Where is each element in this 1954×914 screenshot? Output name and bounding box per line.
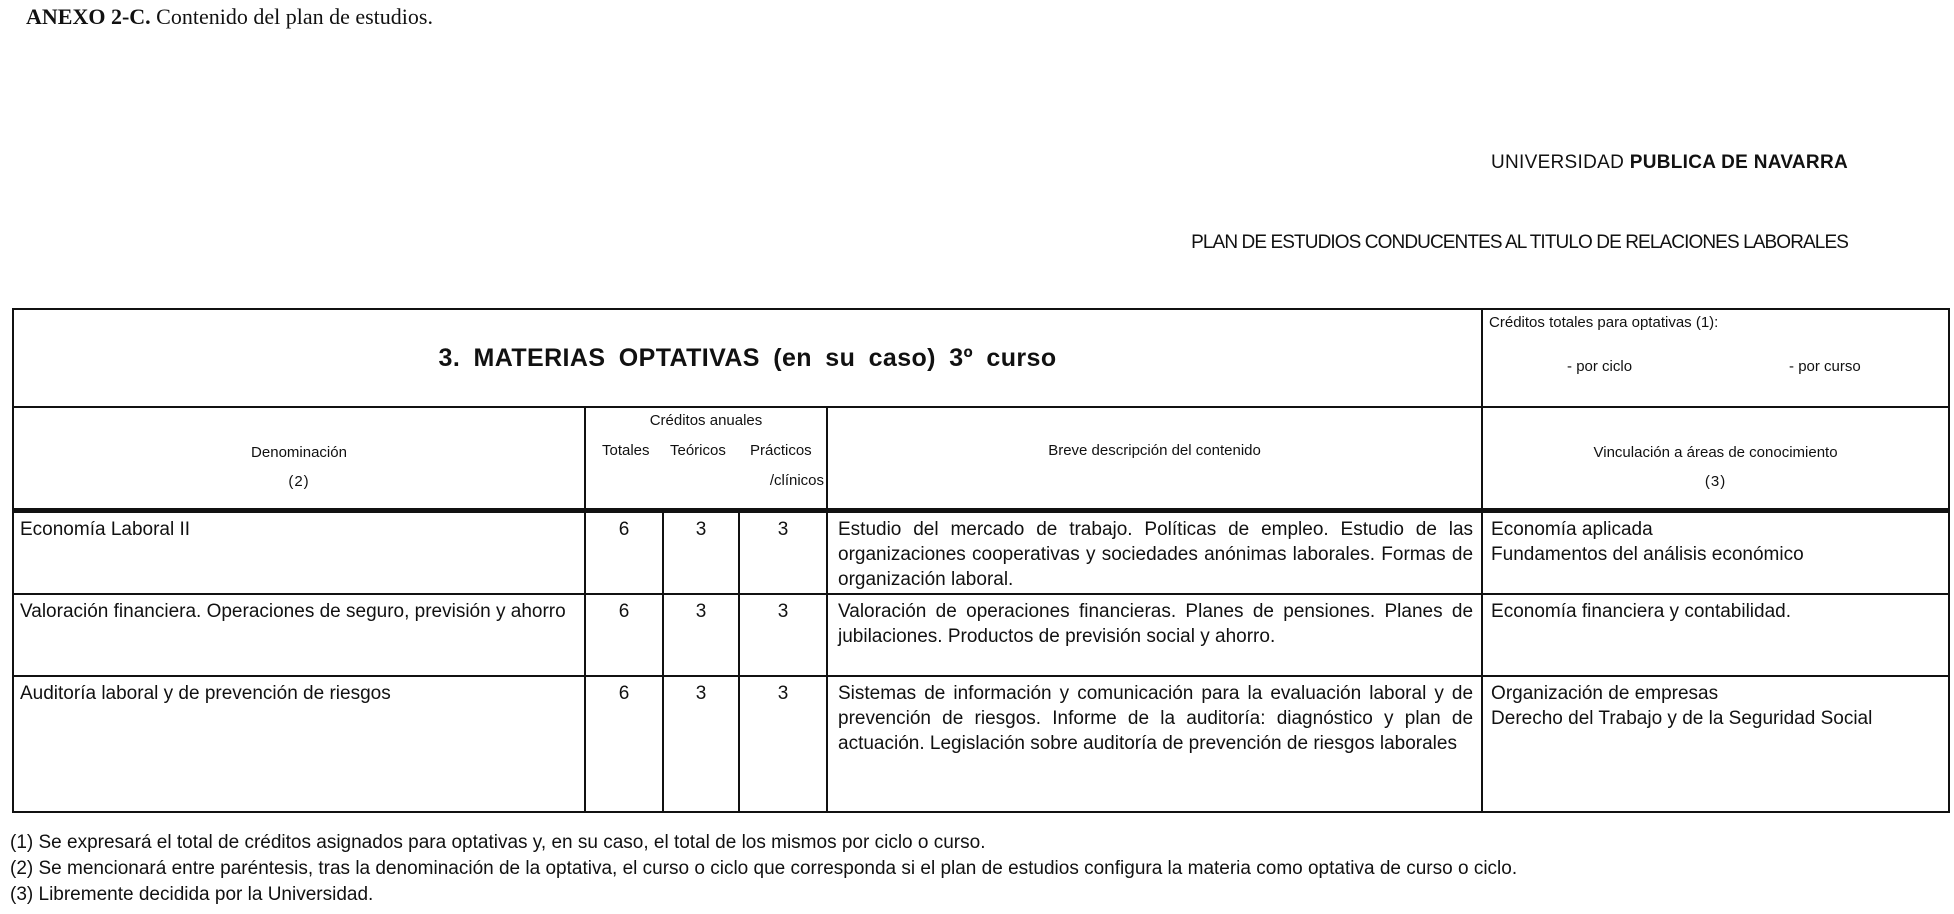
- section-title-cell: [13, 309, 1482, 407]
- annex-label: ANEXO 2-C.: [26, 4, 151, 29]
- table-row: [13, 676, 1949, 812]
- header-denominacion: [13, 407, 585, 511]
- row-practicos: 3: [739, 594, 827, 676]
- row-area-item: Fundamentos del análisis económico: [1491, 544, 1804, 565]
- row-practicos: 3: [739, 511, 827, 595]
- row-name: Economía Laboral II: [13, 511, 585, 595]
- header-vinculacion-note: (3): [1704, 473, 1727, 490]
- row-practicos: 3: [739, 676, 827, 812]
- section-title: 3. MATERIAS OPTATIVAS (en su caso) 3º curso: [438, 343, 1057, 372]
- row-totales: 6: [585, 511, 663, 595]
- plan-title: PLAN DE ESTUDIOS CONDUCENTES AL TITULO DE RELACIONES LABORALES: [1191, 232, 1848, 253]
- annex-heading: [26, 4, 433, 30]
- row-description: Sistemas de información y comunicación para la evaluación laboral y de prevención de riesgos. Informe de la auditoría: diagnóstico y plan de actuación. Legislación sobre auditoría de prevención de riesgos laborales: [827, 676, 1482, 812]
- row-area-item: Economía financiera y contabilidad.: [1491, 601, 1792, 622]
- row-area-item: Economía aplicada: [1491, 519, 1653, 540]
- row-name: Valoración financiera. Operaciones de seguro, previsión y ahorro: [13, 594, 585, 676]
- university-bold-name: PUBLICA DE NAVARRA: [1629, 152, 1848, 173]
- annex-text: Contenido del plan de estudios.: [156, 4, 433, 29]
- footnote: (2) Se mencionará entre paréntesis, tras la denominación de la optativa, el curso o ciclo que corresponda si el plan de estudios configura la materia como optativa de curso o ciclo.: [10, 858, 1518, 879]
- row-teoricos: 3: [663, 594, 739, 676]
- university-prefix: UNIVERSIDAD: [1490, 152, 1625, 173]
- row-areas: [1482, 511, 1949, 595]
- header-creditos: [585, 407, 827, 511]
- row-areas: [1482, 676, 1949, 812]
- table-row: [13, 511, 1949, 595]
- row-teoricos: 3: [663, 676, 739, 812]
- row-areas: [1482, 594, 1949, 676]
- header-descripcion: [827, 407, 1482, 511]
- row-area-item: Organización de empresas: [1491, 683, 1719, 704]
- header-vinculacion: [1482, 407, 1949, 511]
- header-clinicos: /clínicos: [769, 472, 824, 489]
- header-descripcion-label: Breve descripción del contenido: [1048, 442, 1261, 459]
- header-vinculacion-label: Vinculación a áreas de conocimiento: [1593, 444, 1838, 461]
- row-name: Auditoría laboral y de prevención de riesgos: [13, 676, 585, 812]
- row-description: Estudio del mercado de trabajo. Políticas de empleo. Estudio de las organizaciones cooperativas y sociedades anónimas laborales. Formas de organización laboral.: [827, 511, 1482, 595]
- row-totales: 6: [585, 594, 663, 676]
- footnotes: [10, 830, 1517, 908]
- header-denominacion-label: Denominación: [251, 444, 347, 461]
- optativas-credits-box: [1482, 309, 1949, 407]
- optativas-table: [12, 308, 1950, 813]
- por-ciclo-label: - por ciclo: [1567, 358, 1633, 375]
- header-practicos: Prácticos: [750, 442, 812, 459]
- header-teoricos: Teóricos: [670, 442, 726, 459]
- row-teoricos: 3: [663, 511, 739, 595]
- por-curso-label: - por curso: [1789, 358, 1861, 375]
- header-creditos-anuales: Créditos anuales: [649, 412, 763, 429]
- optativas-label: Créditos totales para optativas (1):: [1489, 314, 1719, 331]
- header-totales: Totales: [602, 442, 650, 459]
- table-row: [13, 594, 1949, 676]
- row-area-item: Derecho del Trabajo y de la Seguridad Social: [1491, 708, 1873, 729]
- header-row: [13, 407, 1949, 511]
- header-denominacion-note: (2): [288, 473, 310, 490]
- footnote: (3) Libremente decidida por la Universidad.: [10, 884, 374, 905]
- row-description: Valoración de operaciones financieras. Planes de pensiones. Planes de jubilaciones. Productos de previsión social y ahorro.: [827, 594, 1482, 676]
- row-totales: 6: [585, 676, 663, 812]
- footnote: (1) Se expresará el total de créditos asignados para optativas y, en su caso, el total de los mismos por ciclo o curso.: [10, 832, 986, 853]
- university-name: [1491, 152, 1848, 174]
